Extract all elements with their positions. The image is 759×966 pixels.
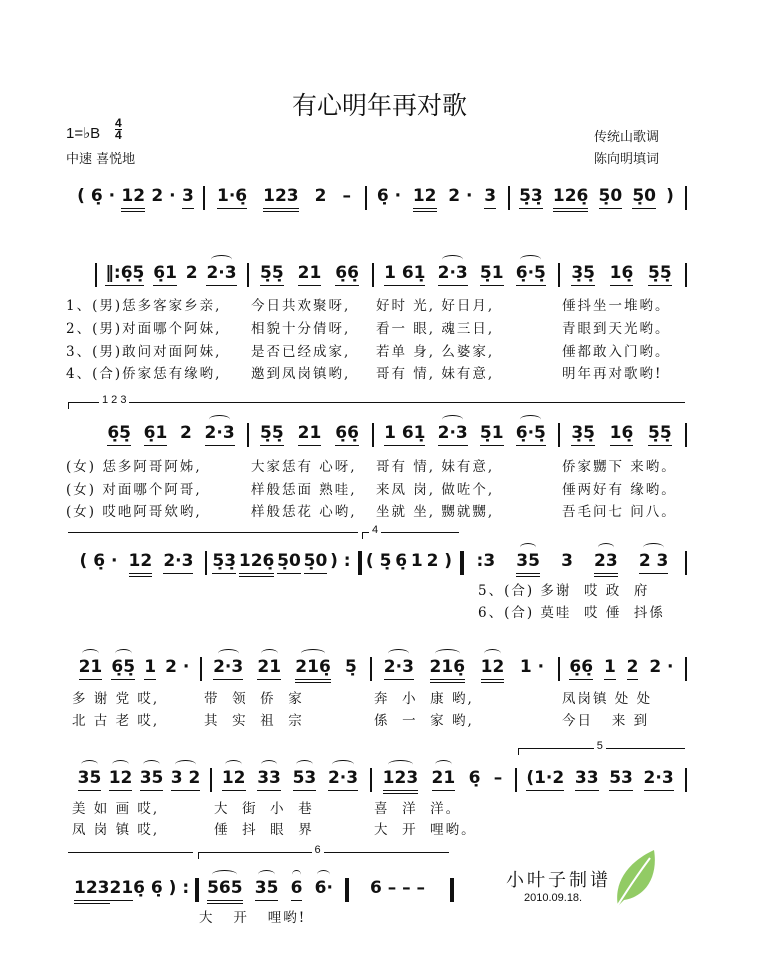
song-title: 有心明年再对歌 <box>291 91 467 120</box>
note-group: 2 <box>185 263 198 283</box>
note-group: 12 <box>129 551 153 577</box>
note-group: ( 5̣ <box>365 551 392 571</box>
note-group: ) <box>666 186 674 206</box>
lyric-text: 倕抖坐一堆哟。 <box>562 298 671 314</box>
note-group: 5̣0 <box>599 186 623 209</box>
note-group: 2 ) <box>426 551 453 571</box>
note-group: 1 · <box>519 657 545 677</box>
measure <box>203 186 365 212</box>
note-group: 3 <box>484 186 496 209</box>
barline <box>200 657 202 681</box>
note-group: 1 <box>144 657 156 680</box>
note-group: 1 61̣ <box>384 423 425 446</box>
lyric-text: 今日 来 到 <box>562 713 650 729</box>
note-group: 23 <box>594 551 618 577</box>
note-group: 33 <box>257 768 281 791</box>
note-group: 123 <box>383 768 419 794</box>
lyric-text: (女) 对面哪个阿哥, <box>66 482 202 498</box>
lyric-text: 坐就 坐, 嬲就嬲, <box>376 504 495 520</box>
volta-line <box>68 852 193 859</box>
barline <box>358 551 362 575</box>
note-group: 123 <box>263 186 299 212</box>
note-group: 2·3 <box>213 657 243 680</box>
note-group: 2·3 <box>438 263 468 286</box>
lyric-text: 是否已经成家, <box>251 344 351 360</box>
note-group: 35 <box>255 878 279 901</box>
note-group: 6· <box>314 878 333 898</box>
lyric-text: 2、(男)对面哪个阿妹, <box>66 321 222 337</box>
measure <box>515 768 685 794</box>
lyric-text: 奔 小 康 哟, <box>374 691 474 707</box>
note-group: (1·2 <box>526 768 564 791</box>
measure <box>68 186 203 212</box>
note-group: 6̣5̣ <box>107 423 131 446</box>
measure <box>345 878 450 904</box>
note-group: 6̣ <box>395 551 408 571</box>
lyric-text: 大家恁有 心呀, <box>251 459 357 475</box>
note-group: 12 <box>121 186 145 212</box>
barline <box>205 551 207 575</box>
key-signature: 1=♭B <box>66 125 101 142</box>
barline <box>210 768 212 792</box>
note-group: 6̣ 6̣ ) : <box>133 878 190 898</box>
measure <box>247 423 372 449</box>
note-group: 5̣1 <box>480 263 504 286</box>
note-group: 6̣1 <box>153 263 177 286</box>
note-group: 5̣ <box>345 657 357 677</box>
note-group: 2·3 <box>438 423 468 446</box>
note-group: 21 <box>432 768 456 791</box>
note-group: 12 <box>222 768 246 791</box>
measure <box>68 768 210 794</box>
barline <box>195 878 199 902</box>
transcription-date: 2010.09.18. <box>524 892 583 904</box>
measure <box>558 423 685 449</box>
tempo-marking: 中速 喜悦地 <box>66 152 136 167</box>
volta-5 <box>518 740 685 755</box>
note-group: 3̣5̣ <box>571 423 595 446</box>
measure <box>460 551 685 577</box>
note-group: 3 <box>561 551 573 571</box>
barline <box>515 768 517 792</box>
note-group: 5̣5̣ <box>648 263 672 286</box>
note-group: 35 <box>140 768 164 791</box>
measure <box>558 263 685 289</box>
measure <box>372 263 558 289</box>
note-group: 1·6̣ <box>217 186 247 209</box>
barline <box>460 551 464 575</box>
note-group: 2 · <box>649 657 674 677</box>
note-group: 21 <box>79 657 103 680</box>
measure <box>247 263 372 289</box>
note-group: 216̣ <box>295 657 331 683</box>
barline <box>372 263 374 287</box>
note-group: 216̣ <box>430 657 466 683</box>
volta-label: 4 <box>369 524 381 536</box>
lyric-text: 倕都敢入门哟。 <box>562 344 671 360</box>
note-group: 2·3 <box>328 768 358 791</box>
lyric-text: 凤岗镇 处 处 <box>562 691 653 707</box>
time-bottom: 4 <box>115 128 122 142</box>
note-group: 12 <box>481 657 505 683</box>
note-group: 6̣1 <box>144 423 168 446</box>
measure <box>68 878 195 904</box>
lyric-text: 吾毛问七 问八。 <box>562 504 677 520</box>
lyric-text: (女) 恁多阿哥阿姊, <box>66 459 202 475</box>
lyric-text: 4、(合)侨家恁有缘哟, <box>66 366 222 382</box>
note-group: 2 3 <box>639 551 669 574</box>
note-group: ( 6̣ · <box>79 551 118 571</box>
note-group: 2 · <box>448 186 473 206</box>
lyric-text: 样般恁面 熟哇, <box>251 482 357 498</box>
measure <box>372 423 558 449</box>
note-group: 12 <box>109 768 133 791</box>
time-signature <box>115 118 122 141</box>
barline <box>203 186 205 210</box>
note-group: 2·3 <box>384 657 414 680</box>
lyric-text: 哥有 情, 妹有意, <box>376 366 495 382</box>
measure <box>68 657 200 683</box>
note-group: 5̣3̣ <box>212 551 236 574</box>
lyric-text: 北 古 老 哎, <box>72 713 160 729</box>
barline <box>372 423 374 447</box>
lyric-text: 好时 光, 好日月, <box>376 298 495 314</box>
note-group: 6̣ <box>468 768 481 788</box>
lyric-text: 6、(合) 莫哇 哎 倕 抖係 <box>478 605 665 621</box>
lyric-text: 3、(男)敢问对面阿妹, <box>66 344 222 360</box>
lyric-text: 美 如 画 哎, <box>72 801 160 817</box>
note-group: – <box>342 186 351 206</box>
time-top: 4 <box>115 116 122 130</box>
lyric-text: 来凤 岗, 做咗个, <box>376 482 495 498</box>
measure <box>358 551 460 577</box>
note-group: 3 <box>182 186 194 209</box>
measure <box>365 186 508 212</box>
note-group: :3 <box>476 551 496 571</box>
barline <box>685 551 687 575</box>
lyric-text: 喜 洋 洋。 <box>374 801 462 817</box>
note-group: 6̣ · <box>376 186 402 206</box>
measure <box>200 657 370 683</box>
barline <box>508 186 510 210</box>
barline <box>558 423 560 447</box>
leaf-logo-icon <box>610 848 660 910</box>
transcriber-signature: 小叶子制谱 <box>506 870 611 891</box>
measure <box>195 878 345 904</box>
note-group: 2 <box>180 423 192 443</box>
lyric-text: 明年再对歌哟! <box>562 366 663 382</box>
lyric-text: 相貌十分倩呀, <box>251 321 351 337</box>
note-group: 6̣5̣ <box>111 657 135 680</box>
note-group: 1 <box>410 551 423 571</box>
barline <box>450 878 454 902</box>
barline <box>370 657 372 681</box>
measure <box>370 657 558 683</box>
note-group: 5̣1 <box>480 423 504 446</box>
barline <box>370 768 372 792</box>
note-group: 33 <box>575 768 599 791</box>
lyric-text: 看一 眼, 魂三日, <box>376 321 495 337</box>
note-group: 2·3 <box>644 768 674 791</box>
measure <box>68 551 205 577</box>
lyric-text: 邀到凤岗镇哟, <box>251 366 351 382</box>
note-group: 21 <box>257 657 281 680</box>
note-group: 5̣0 <box>632 186 656 209</box>
note-group: 5̣0 <box>304 551 328 574</box>
barline <box>247 263 249 287</box>
note-group: 6̣·5̣ <box>516 263 546 286</box>
note-group: 35 <box>516 551 540 577</box>
note-group: 1 <box>604 657 616 680</box>
note-group: ‖:6̣5̣ <box>105 263 144 286</box>
barline <box>685 768 687 792</box>
note-group: 21 <box>110 878 134 901</box>
lyric-text: 倕两好有 缘哟。 <box>562 482 677 498</box>
note-group: 2 · <box>151 186 176 206</box>
lyric-text: 多 谢 党 哎, <box>72 691 160 707</box>
lyric-text: 样般恁花 心哟, <box>251 504 357 520</box>
note-group: 2·3 <box>206 263 236 286</box>
barline <box>345 878 349 902</box>
lyric-text: 1、(男)恁多客家乡亲, <box>66 298 222 314</box>
note-group: 21 <box>298 423 322 446</box>
barline <box>365 186 367 210</box>
volta-line <box>68 532 358 539</box>
measure <box>558 657 685 683</box>
lyric-text: 哥有 情, 妹有意, <box>376 459 495 475</box>
note-group: ) : <box>330 551 351 571</box>
lyric-text: 带 领 侨 家 <box>204 691 304 707</box>
barline <box>685 186 687 210</box>
note-group: 6̣6̣ <box>335 423 359 446</box>
note-group: 6̣·5̣ <box>516 423 546 446</box>
barline <box>247 423 249 447</box>
note-group: 5̣5̣ <box>260 423 284 446</box>
volta-label: 1 2 3 <box>99 394 129 406</box>
note-group: 3̣5̣ <box>571 263 595 286</box>
note-group: 5̣5̣ <box>260 263 284 286</box>
note-group: 53 <box>609 768 633 791</box>
lyrics-credit: 陈向明填词 <box>594 152 660 167</box>
volta-1-2-3 <box>68 394 685 409</box>
lyric-text: 大 街 小 巷 <box>214 801 314 817</box>
lyric-text: 係 一 家 哟, <box>374 713 474 729</box>
lyric-text: 大 开 哩哟! <box>199 910 307 926</box>
lyric-text: 青眼到天光哟。 <box>562 321 671 337</box>
measure <box>210 768 370 794</box>
note-group: 16̣ <box>610 423 634 446</box>
lyric-text: 5、(合) 多谢 哎 政 府 <box>478 583 650 599</box>
measure <box>95 263 247 289</box>
note-group: 123 <box>74 878 110 904</box>
note-group: 53 <box>293 768 317 791</box>
barline <box>685 423 687 447</box>
note-group: 35 <box>78 768 102 791</box>
lyric-text: 若单 身, 么婆家, <box>376 344 495 360</box>
note-group: 6̣6̣ <box>335 263 359 286</box>
barline <box>558 263 560 287</box>
note-group: 2 · <box>165 657 190 677</box>
note-group: 565 <box>207 878 243 904</box>
note-group: 2·3 <box>205 423 235 446</box>
lyric-text: 今日共欢聚呀, <box>251 298 351 314</box>
measure <box>95 423 247 449</box>
volta-4 <box>362 524 459 539</box>
lyric-text: 倕 抖 眼 界 <box>214 822 314 838</box>
lyric-text: 凤 岗 镇 哎, <box>72 822 160 838</box>
note-group: ( 6̣ · <box>77 186 116 206</box>
note-group: 2·3 <box>163 551 193 574</box>
lyric-text: (女) 哎吔阿哥欸哟, <box>66 504 202 520</box>
music-credit: 传统山歌调 <box>594 130 660 145</box>
note-group: 3 2 <box>171 768 201 791</box>
barline <box>685 263 687 287</box>
note-group: 21 <box>298 263 322 286</box>
barline <box>558 657 560 681</box>
measure <box>508 186 685 212</box>
barline <box>685 657 687 681</box>
measure <box>205 551 358 577</box>
note-group: 1 61̣ <box>384 263 425 286</box>
note-group: 6 – – – <box>369 878 426 898</box>
note-group: 6̣6̣ <box>569 657 593 680</box>
note-group: 126̣ <box>239 551 275 577</box>
volta-label: 5 <box>594 740 606 752</box>
note-group: 5̣3̣ <box>519 186 543 209</box>
note-group: 126̣ <box>553 186 589 212</box>
volta-6 <box>198 844 449 859</box>
note-group: – <box>493 768 503 788</box>
note-group: 12 <box>413 186 437 212</box>
lyric-text: 大 开 哩哟。 <box>374 822 477 838</box>
note-group: 5̣5̣ <box>648 423 672 446</box>
note-group: 6 <box>291 878 303 901</box>
note-group: 5̣0 <box>277 551 301 574</box>
measure <box>370 768 515 794</box>
note-group: 16̣ <box>610 263 634 286</box>
note-group: 2 <box>627 657 639 680</box>
barline <box>95 263 97 287</box>
lyric-text: 其 实 祖 宗 <box>204 713 304 729</box>
volta-label: 6 <box>312 844 324 856</box>
note-group: 2 <box>314 186 327 206</box>
lyric-text: 侨家嬲下 来哟。 <box>562 459 677 475</box>
